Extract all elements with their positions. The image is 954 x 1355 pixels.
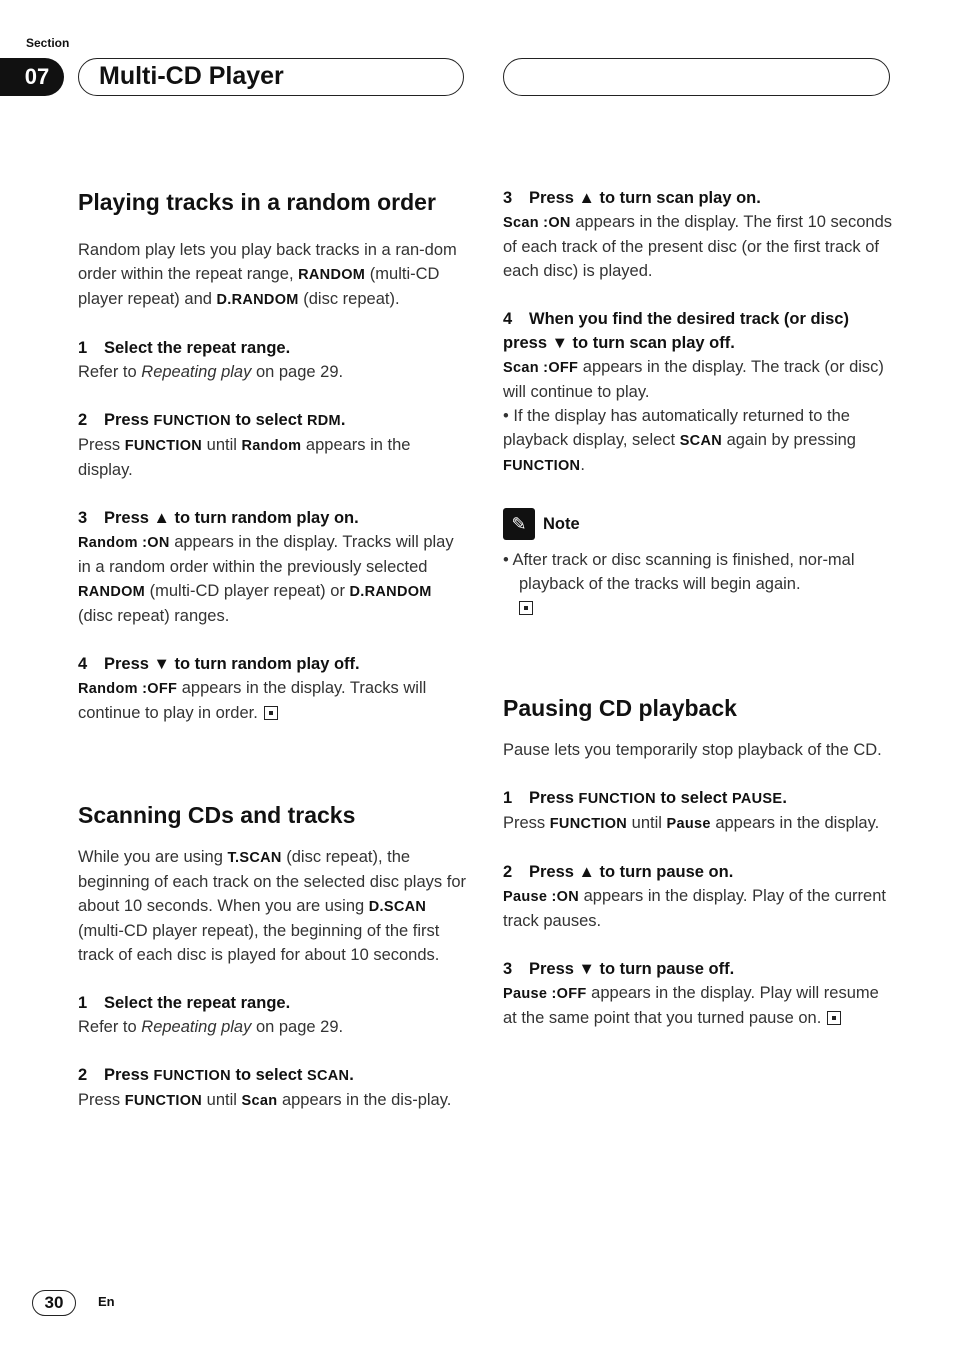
random-step-3-title: 3 Press ▲ to turn random play on. bbox=[78, 509, 359, 527]
random-step-2-body: Press FUNCTION until Random appears in the display. bbox=[78, 436, 411, 479]
section-label: Section bbox=[26, 36, 70, 50]
right-column bbox=[503, 186, 895, 1030]
pencil-icon: ✎ bbox=[503, 508, 535, 540]
note-header bbox=[503, 508, 895, 540]
scan-step-3-body: Scan :ON appears in the display. The first 10 seconds of each track of the present disc (or the first track of each disc) is played. bbox=[503, 213, 892, 280]
down-arrow-icon: ▼ bbox=[153, 655, 170, 673]
pause-step-2-title: 2 Press ▲ to turn pause on. bbox=[503, 863, 734, 881]
chapter-title-box-empty bbox=[503, 58, 890, 96]
up-arrow-icon: ▲ bbox=[153, 509, 170, 527]
pause-step-1-title: 1 Press FUNCTION to select PAUSE. bbox=[503, 789, 787, 807]
chapter-title: Multi-CD Player bbox=[78, 58, 464, 96]
random-step-4-title: 4 Press ▼ to turn random play off. bbox=[78, 655, 360, 673]
up-arrow-icon: ▲ bbox=[578, 189, 595, 207]
pause-step-2-body: Pause :ON appears in the display. Play of the current track pauses. bbox=[503, 887, 886, 930]
down-arrow-icon: ▼ bbox=[578, 960, 595, 978]
scan-step-4-title: 4 When you find the desired track (or disc) press ▼ to turn scan play off. bbox=[503, 310, 849, 352]
note-text: • After track or disc scanning is finished, nor-mal playback of the tracks will begin again. bbox=[503, 551, 855, 593]
heading-scan: Scanning CDs and tracks bbox=[78, 802, 356, 828]
scan-step-2-body: Press FUNCTION until Scan appears in the dis-play. bbox=[78, 1091, 452, 1109]
random-step-3-body: Random :ON appears in the display. Tracks will play in a random order within the previously selected RANDOM (multi-CD player repeat) or D.RANDOM (disc repeat) ranges. bbox=[78, 533, 454, 625]
heading-pause: Pausing CD playback bbox=[503, 695, 737, 721]
end-mark-icon bbox=[519, 601, 533, 615]
scan-step-1-body: Refer to Repeating play on page 29. bbox=[78, 1018, 344, 1036]
left-column bbox=[78, 186, 466, 1113]
end-mark-icon bbox=[264, 706, 278, 720]
pause-intro: Pause lets you temporarily stop playback of the CD. bbox=[503, 741, 882, 759]
heading-random: Playing tracks in a random order bbox=[78, 189, 436, 215]
random-step-4-body: Random :OFF appears in the display. Tracks will continue to play in order. bbox=[78, 679, 427, 722]
end-mark-icon bbox=[827, 1011, 841, 1025]
scan-step-2-title: 2 Press FUNCTION to select SCAN. bbox=[78, 1066, 354, 1084]
page-number: 30 bbox=[32, 1290, 76, 1316]
random-step-1-title: 1 Select the repeat range. bbox=[78, 339, 291, 357]
scan-step-3-title: 3 Press ▲ to turn scan play on. bbox=[503, 189, 761, 207]
pause-step-3-body: Pause :OFF appears in the display. Play will resume at the same point that you turned pause on. bbox=[503, 984, 879, 1027]
pause-step-1-body: Press FUNCTION until Pause appears in the display. bbox=[503, 814, 880, 832]
scan-step-4-body: Scan :OFF appears in the display. The track (or disc) will continue to play. bbox=[503, 358, 884, 401]
section-number-badge: 07 bbox=[0, 58, 64, 96]
random-step-2-title: 2 Press FUNCTION to select RDM. bbox=[78, 411, 346, 429]
random-step-1-body: Refer to Repeating play on page 29. bbox=[78, 363, 344, 381]
note-label: Note bbox=[543, 515, 580, 533]
language-label: En bbox=[98, 1294, 115, 1309]
scan-step-1-title: 1 Select the repeat range. bbox=[78, 994, 291, 1012]
random-intro: Random play lets you play back tracks in a ran-dom order within the repeat range, RANDOM (multi-CD player repeat) and D.RANDOM (disc repeat). bbox=[78, 241, 457, 308]
up-arrow-icon: ▲ bbox=[578, 863, 595, 881]
down-arrow-icon: ▼ bbox=[551, 334, 568, 352]
pause-step-3-title: 3 Press ▼ to turn pause off. bbox=[503, 960, 735, 978]
scan-step-4-bullet: • If the display has automatically returned to the playback display, select SCAN again by pressing FUNCTION. bbox=[503, 407, 856, 474]
scan-intro: While you are using T.SCAN (disc repeat), the beginning of each track on the selected disc plays for about 10 seconds. When you are using D.SCAN (multi-CD player repeat), the beginning of the first track of each disc is played for about 10 seconds. bbox=[78, 848, 466, 964]
